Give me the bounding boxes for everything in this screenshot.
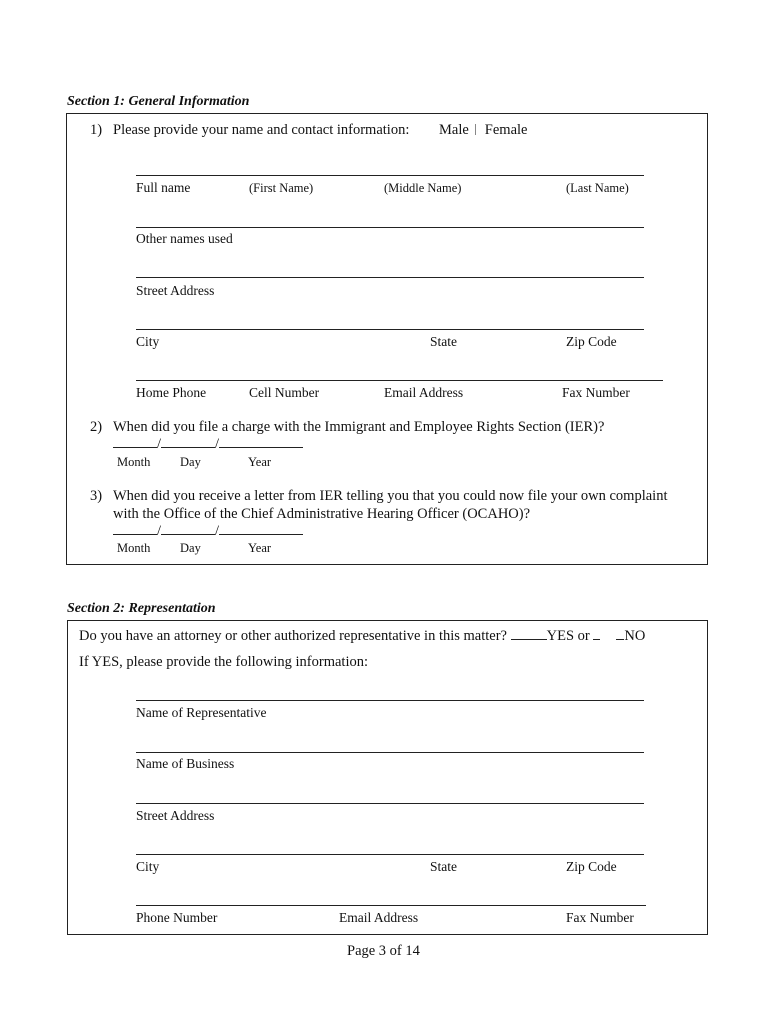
rep-name-line bbox=[136, 700, 644, 701]
middle-name-label: (Middle Name) bbox=[384, 181, 462, 195]
street-address-label: Street Address bbox=[136, 283, 215, 298]
street-address-line bbox=[136, 277, 644, 278]
no-label: NO bbox=[624, 628, 646, 644]
full-name-line bbox=[136, 175, 644, 176]
rep-phone-label: Phone Number bbox=[136, 910, 218, 925]
rep-question-text: Do you have an attorney or other authorized representative in this matter? bbox=[79, 628, 507, 644]
rep-street-field[interactable] bbox=[136, 781, 644, 803]
representation-question bbox=[79, 627, 645, 645]
q2-month-blank[interactable] bbox=[113, 435, 157, 448]
q2-year-blank[interactable] bbox=[219, 435, 303, 448]
email-address-label: Email Address bbox=[384, 385, 464, 400]
male-checkbox[interactable] bbox=[475, 124, 476, 135]
gender-options bbox=[439, 122, 527, 139]
full-name-field[interactable] bbox=[136, 153, 644, 175]
q3-year-blank[interactable] bbox=[219, 522, 303, 535]
q3-text-line2: with the Office of the Chief Administrative Hearing Officer (OCAHO)? bbox=[113, 506, 531, 522]
q3-year-label: Year bbox=[248, 541, 272, 555]
cell-number-label: Cell Number bbox=[249, 385, 320, 400]
rep-street-line bbox=[136, 803, 644, 804]
other-names-line bbox=[136, 227, 644, 228]
business-name-field[interactable] bbox=[136, 730, 644, 752]
other-names-field[interactable] bbox=[136, 205, 644, 227]
rep-phone-line bbox=[136, 905, 646, 906]
city-line bbox=[136, 329, 644, 330]
male-option[interactable]: Male bbox=[439, 122, 469, 138]
female-option[interactable]: Female bbox=[484, 122, 528, 138]
q2-day-label: Day bbox=[180, 455, 201, 469]
full-name-label: Full name bbox=[136, 180, 191, 195]
business-line bbox=[136, 752, 644, 753]
no-blank-part1[interactable] bbox=[593, 627, 600, 640]
rep-city-state-zip-field[interactable] bbox=[136, 832, 644, 854]
city-state-zip-field[interactable] bbox=[136, 307, 644, 329]
city-label: City bbox=[136, 334, 160, 349]
q3-month-blank[interactable] bbox=[113, 522, 157, 535]
rep-name-label: Name of Representative bbox=[136, 705, 267, 720]
other-names-label: Other names used bbox=[136, 231, 233, 246]
rep-state-label: State bbox=[430, 859, 457, 874]
rep-phone-email-fax-field[interactable] bbox=[136, 883, 646, 905]
q3-month-label: Month bbox=[117, 541, 151, 555]
section1-title: Section 1: General Information bbox=[67, 94, 250, 109]
if-yes-text: If YES, please provide the following information: bbox=[79, 654, 368, 670]
street-address-field[interactable] bbox=[136, 255, 644, 277]
q2-date-field[interactable]: / / bbox=[113, 435, 303, 453]
q3-date-field[interactable]: / / bbox=[113, 522, 303, 540]
state-label: State bbox=[430, 334, 457, 349]
q3-text-line1: When did you receive a letter from IER telling you that you could now file your own complaint bbox=[113, 488, 668, 504]
rep-city-line bbox=[136, 854, 644, 855]
rep-zip-label: Zip Code bbox=[566, 859, 617, 874]
q1-number: 1) bbox=[90, 122, 103, 138]
home-phone-label: Home Phone bbox=[136, 385, 207, 400]
q1-text: Please provide your name and contact information: bbox=[113, 122, 410, 138]
q2-year-label: Year bbox=[248, 455, 272, 469]
phone-email-fax-field[interactable] bbox=[136, 358, 663, 380]
rep-street-label: Street Address bbox=[136, 808, 215, 823]
q3-day-blank[interactable] bbox=[161, 522, 215, 535]
zip-label: Zip Code bbox=[566, 334, 617, 349]
q2-text: When did you file a charge with the Immigrant and Employee Rights Section (IER)? bbox=[113, 419, 605, 435]
rep-email-label: Email Address bbox=[339, 910, 419, 925]
last-name-label: (Last Name) bbox=[566, 181, 629, 195]
q2-day-blank[interactable] bbox=[161, 435, 215, 448]
phone-line bbox=[136, 380, 663, 381]
q2-number: 2) bbox=[90, 419, 103, 435]
representative-name-field[interactable] bbox=[136, 678, 644, 700]
yes-blank[interactable] bbox=[511, 627, 547, 640]
fax-number-label: Fax Number bbox=[562, 385, 630, 400]
page-number: Page 3 of 14 bbox=[347, 943, 420, 959]
rep-fax-label: Fax Number bbox=[566, 910, 634, 925]
business-label: Name of Business bbox=[136, 756, 235, 771]
section2-title: Section 2: Representation bbox=[67, 601, 216, 616]
q2-month-label: Month bbox=[117, 455, 151, 469]
rep-city-label: City bbox=[136, 859, 160, 874]
first-name-label: (First Name) bbox=[249, 181, 314, 195]
yes-label: YES or bbox=[546, 628, 590, 644]
q3-day-label: Day bbox=[180, 541, 201, 555]
q3-number: 3) bbox=[90, 488, 103, 504]
